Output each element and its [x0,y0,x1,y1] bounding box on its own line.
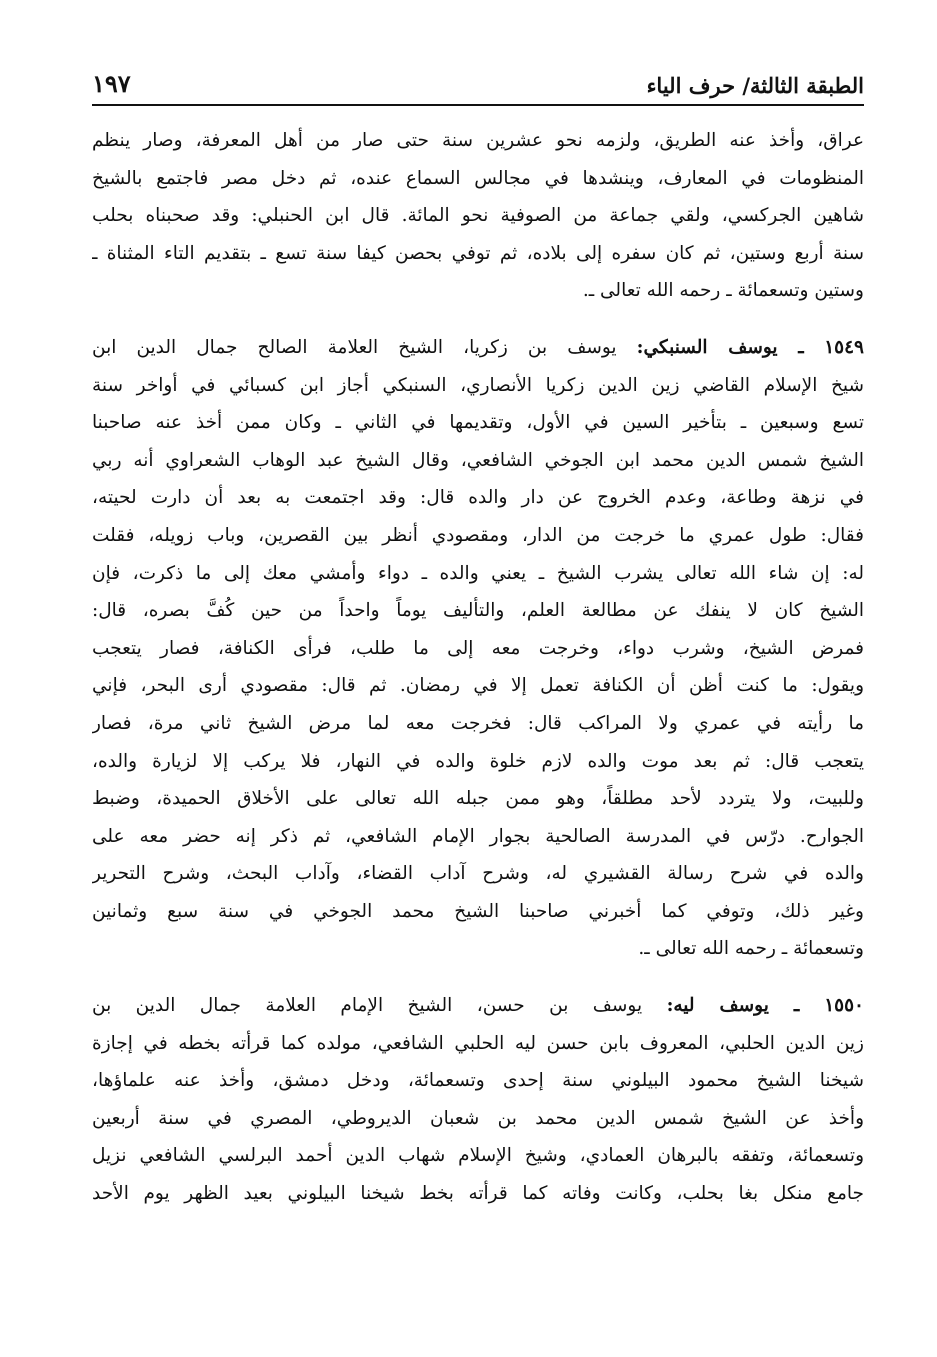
text-line: الجوارح. درّس في المدرسة الصالحية بجوار الإمام الشافعي، ثم ذكر إنه حضر معه على [92,825,864,847]
text-line: وغير ذلك، وتوفي كما أخبرني صاحبنا الشيخ محمد الجوخي في سنة سبع وثمانين [92,900,864,922]
text-line: وأخذ عن الشيخ شمس الدين محمد بن شعبان الديروطي، المصري في سنة أربعين [92,1107,864,1129]
text-line: شاهين الجركسي، ولقي جماعة من الصوفية نحو المائة. قال ابن الحنبلي: وقد صحبناه بحلب [92,205,864,227]
header-rule [92,104,864,106]
text-line: له: إن شاء الله تعالى يشرب الشيخ ـ يعني والده ـ دواء وأمشي معك إلى ما ذكرت، فإن [92,562,864,584]
page-number: ١٩٧ [92,69,131,98]
text-line: زين الدين الحلبي، المعروف بابن حسن ليه الحلبي الشافعي، مولده كما قرأته بخطه في إجازة [92,1032,864,1054]
text-line: وتسعمائة ـ رحمه الله تعالى ـ. [638,938,864,960]
text-line: وتسعمائة، وتفقه بالبرهان العمادي، وشيخ الإسلام شهاب الدين أحمد البرلسي الشافعي نزيل [92,1145,864,1167]
entry-heading-rest: يوسف بن زكريا، الشيخ العلامة الصالح جمال الدين ابن [92,336,617,358]
text-line: فقال: طول عمري ما خرجت من الدار، ومقصودي أنظر بين القصرين، وباب زويله، فقلت [92,524,864,546]
page-body [92,122,864,1213]
text-line: ما رأيته في عمري ولا المراكب قال: فخرجت معه لما مرض الشيخ ثاني مرة، فصار [92,712,864,734]
paragraph-continuation [92,122,864,310]
running-head: الطبقة الثالثة/ حرف الياء [646,73,864,98]
text-line: والده في شرح رسالة القشيري له، وشرح آداب القضاء، وآداب البحث، وشرح التحرير [92,863,864,885]
entry-first-line [92,987,864,1025]
entry-heading: ١٥٤٩ ـ يوسف السنبكي: [636,336,864,358]
entry-heading: ١٥٥٠ ـ يوسف ليه: [666,995,864,1017]
paragraph-gap [92,968,864,987]
entry-first-line [92,329,864,367]
text-line: ويقول: ما كنت أظن أن الكنافة تعمل إلا في رمضان. ثم قال: مقصودي أرى البحر، فإني [92,675,864,697]
page-header [92,64,864,104]
entry-1550 [92,987,864,1213]
paragraph-gap [92,310,864,329]
text-line: المنظومات في المعارف، وينشدها في مجالس السماع عنده، ثم دخل مصر فاجتمع بالشيخ [92,167,864,189]
entry-heading-rest: يوسف بن حسن، الشيخ الإمام العلامة جمال الدين بن [92,995,643,1017]
text-line: وستين وتسعمائة ـ رحمه الله تعالى ـ. [582,280,864,302]
text-line: يتعجب قال: ثم بعد موت والده لازم خلوة والده في النهار، فلا يركب إلا لزيارة والده، [92,750,864,772]
text-line: الشيخ شمس الدين محمد ابن الجوخي الشافعي، وقال الشيخ عبد الوهاب الشعراوي أنه ربي [92,449,864,471]
text-line: الشيخ كان لا ينفك عن مطالعة العلم، والتأليف يوماً واحداً من حين كُفَّ بصره، قال: [92,600,864,622]
text-line: تسع وسبعين ـ بتأخير السين في الأول، وتقديمها في الثاني ـ وكان ممن أخذ عنه صاحبنا [92,412,864,434]
entry-1549 [92,329,864,968]
text-line: عراق، وأخذ عنه الطريق، ولزمه نحو عشرين سنة حتى صار من أهل المعرفة، وصار ينظم [92,130,864,151]
text-line: جامع منكل بغا بحلب، وكانت وفاته كما قرأته بخط شيخنا البيلوني بعيد الظهر يوم الأحد [92,1183,864,1205]
text-line: سنة أربع وستين، ثم كان سفره إلى بلاده، ثم توفي بحصن كيفا سنة تسع ـ بتقديم التاء المثناة ـ [92,242,864,264]
text-line: وللبيت، ولا يتردد لأحد مطلقاً، وهو ممن جبله الله تعالى على الأخلاق الحميدة، وضبط [92,788,864,810]
text-line: شيخ الإسلام القاضي زين الدين زكريا الأنصاري، السنبكي أجاز ابن كسبائي في أواخر سنة [92,374,864,396]
text-line: في نزهة وطاعة، وعدم الخروج عن دار والده قال: وقد اجتمعت به بعد أن دارت لحيته، [92,487,864,509]
text-line: فمرض الشيخ، وشرب دواء، وخرجت معه إلى ما طلب، فرأى الكنافة، فصار يتعجب [92,637,864,659]
text-line: شيخنا الشيخ محمود البيلوني سنة إحدى وتسعمائة، ودخل دمشق، وأخذ عنه علماؤها، [92,1070,864,1092]
